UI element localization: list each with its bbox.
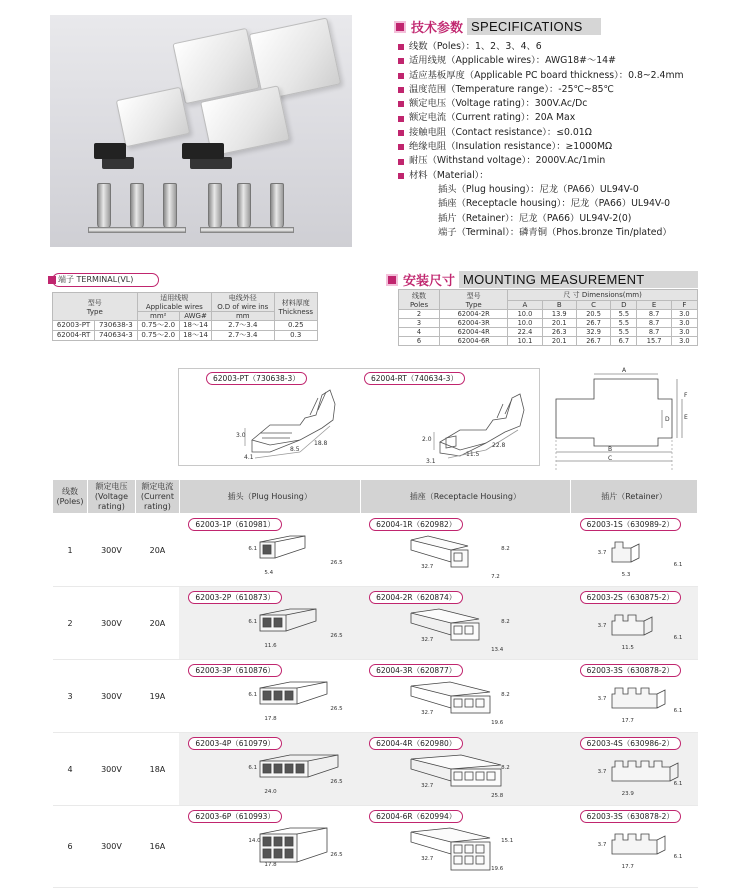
dimension-label: 32.7	[421, 783, 434, 789]
terminal-pin-6	[270, 183, 284, 229]
th-retainer: 插片（Retainer）	[571, 480, 698, 514]
dimension-label: 17.7	[621, 864, 634, 870]
ret-part-tag: 62003-3S（630878-2）	[580, 664, 681, 677]
rec-drawing	[361, 660, 572, 730]
th-dimensions: 尺 寸 Dimensions(mm)	[508, 290, 698, 301]
bullet-icon	[398, 58, 404, 64]
rec-part-tag: 62004-1R（620982）	[369, 518, 463, 531]
bullet-icon	[398, 116, 404, 122]
spec-row: 额定电压（Voltage rating）：300V.Ac/Dc	[398, 97, 743, 111]
rt-dim-4: 22.8	[492, 442, 506, 449]
dimension-label: 26.5	[330, 852, 343, 858]
dimension-label: 8.2	[501, 765, 510, 771]
mount-letter-e: E	[684, 414, 688, 421]
ret-part-tag: 62003-2S（630875-2）	[580, 591, 681, 604]
rec-part-tag: 62004-3R（620877）	[369, 664, 463, 677]
cell-rec	[360, 806, 571, 888]
mounting-table: 线数 Poles 型号 Type 尺 寸 Dimensions(mm) A B C D E F 2 62004-2R 10.0 13.9 20.5 5.5 8.7 3.0 3 62004-3R 10.0 20.1 26.7 5.5 8.7 3.0 4 62004-4R 22.4 26.3 32.9 5.5 8.7 3.0 6 62004-6R 10.1 20.1 26.7 6.7 15.7 3.0	[398, 289, 698, 346]
dimension-label: 19.6	[491, 720, 504, 726]
plug-part-tag: 62003-6P（610993）	[188, 810, 282, 823]
cell-cur: 18A	[135, 733, 179, 806]
cell-poles: 3	[53, 660, 88, 733]
housing-table	[52, 479, 698, 888]
retainer-right-2	[190, 157, 232, 169]
cell-plug	[179, 733, 360, 806]
table-row: 2 62004-2R 10.0 13.9 20.5 5.5 8.7 3.0	[399, 310, 698, 319]
mount-letter-c: C	[608, 455, 613, 462]
dimension-label: 3.7	[597, 842, 607, 848]
plug-part-tag: 62003-1P（610981）	[188, 518, 282, 531]
mount-letter-b: B	[608, 446, 613, 453]
th-mm2: mm²	[137, 312, 179, 321]
ret-part-tag: 62003-1S（630989-2）	[580, 518, 681, 531]
dimension-label: 14.0	[248, 838, 261, 844]
spec-row: 接触电阻（Contact resistance）：≤0.01Ω	[398, 126, 743, 140]
cell-poles: 2	[53, 587, 88, 660]
terminal-pin-4	[208, 183, 222, 229]
ret-part-tag: 62003-4S（630986-2）	[580, 737, 681, 750]
dimension-label: 32.7	[421, 637, 434, 643]
plug-part-tag: 62003-4P（610979）	[188, 737, 282, 750]
material-row: 插座（Receptacle housing）：尼龙（PA66）UL94V-0	[438, 198, 671, 210]
specs-heading	[394, 17, 601, 36]
dimension-label: 19.6	[491, 866, 504, 872]
terminal-title: 端子 TERMINAL(VL)	[52, 273, 159, 287]
bullet-icon	[398, 159, 404, 165]
dimension-label: 24.0	[264, 789, 277, 795]
th-type: 型号 Type	[440, 290, 508, 310]
bullet-icon	[398, 87, 404, 93]
ret-part-tag: 62003-3S（630878-2）	[580, 810, 681, 823]
cell-rec	[360, 660, 571, 733]
rec-drawing	[361, 733, 572, 803]
mounting-title-cn: 安装尺寸	[403, 274, 456, 289]
terminal-carrier-right	[200, 227, 294, 233]
specs-title-en: SPECIFICATIONS	[467, 18, 601, 35]
th-awg: AWG#	[179, 312, 211, 321]
cell-cur: 16A	[135, 806, 179, 888]
cell-plug	[179, 514, 360, 587]
rt-dim-1: 2.0	[422, 436, 432, 443]
dimension-label: 3.7	[597, 696, 607, 702]
dimension-label: 3.7	[597, 769, 607, 775]
dimension-label: 6.1	[673, 854, 683, 860]
dimension-label: 6.1	[673, 562, 683, 568]
dimension-label: 26.5	[330, 779, 343, 785]
table-row	[53, 806, 698, 888]
terminal-pin-3	[163, 183, 177, 229]
dimension-label: 7.2	[491, 574, 500, 580]
pt-dim-2: 4.1	[244, 454, 254, 461]
heading-marker-icon	[394, 21, 406, 33]
th-od: 电线外径 O.D of wire ins	[212, 293, 274, 312]
mounting-heading	[386, 270, 698, 289]
terminal-table	[52, 292, 318, 341]
bullet-icon	[398, 44, 404, 50]
table-row: 62004-RT 740634-3 0.75～2.0 18～14 2.7～3.4 0.3	[53, 331, 318, 341]
pt-tag: 62003-PT（730638-3）	[206, 372, 307, 385]
rec-part-tag: 62004-2R（620874）	[369, 591, 463, 604]
spec-row: 适应基板厚度（Applicable PC board thickness）：0.8~2.4mm	[398, 69, 743, 83]
table-row	[53, 733, 698, 806]
table-row	[53, 660, 698, 733]
ret-drawing	[572, 514, 699, 584]
cell-poles: 4	[53, 733, 88, 806]
cell-ret	[571, 514, 698, 587]
dimension-label: 6.1	[248, 546, 258, 552]
bullet-icon	[398, 173, 404, 179]
dimension-label: 6.1	[248, 619, 258, 625]
ret-drawing	[572, 806, 699, 876]
dimension-label: 32.7	[421, 564, 434, 570]
mount-letter-a: A	[622, 367, 627, 374]
dimension-label: 11.6	[264, 643, 277, 649]
th-current: 额定电流 (Current rating)	[135, 480, 179, 514]
cell-ret	[571, 587, 698, 660]
cell-volt: 300V	[87, 514, 135, 587]
dimension-label: 6.1	[248, 692, 258, 698]
dimension-label: 17.8	[264, 862, 277, 868]
product-photo	[50, 15, 352, 247]
terminal-pin-5	[237, 183, 251, 229]
terminal-pin-2	[130, 183, 144, 229]
plug-part-tag: 62003-2P（610873）	[188, 591, 282, 604]
spec-row: 温度范围（Temperature range）：-25℃~85℃	[398, 83, 743, 97]
cell-plug	[179, 587, 360, 660]
th-poles: 线数 (Poles)	[53, 480, 88, 514]
dimension-label: 11.5	[621, 645, 634, 651]
terminal-carrier-left	[88, 227, 186, 233]
rec-part-tag: 62004-4R（620980）	[369, 737, 463, 750]
terminal-marker-icon	[48, 276, 56, 284]
dimension-label: 8.2	[501, 692, 510, 698]
specs-title-cn: 技术参数	[411, 21, 464, 36]
bullet-icon	[398, 73, 404, 79]
dimension-label: 6.1	[673, 708, 683, 714]
spec-row: 耐压（Withstand voltage）：2000V.Ac/1min	[398, 154, 743, 168]
th-receptacle: 插座（Receptacle Housing）	[360, 480, 571, 514]
th-poles: 线数 Poles	[399, 290, 440, 310]
dimension-label: 17.8	[264, 716, 277, 722]
table-row: 3 62004-3R 10.0 20.1 26.7 5.5 8.7 3.0	[399, 319, 698, 328]
th-thickness: 材料厚度 Thickness	[274, 293, 318, 321]
rt-tag: 62004-RT（740634-3）	[364, 372, 465, 385]
dimension-label: 6.1	[673, 635, 683, 641]
dimension-label: 26.5	[330, 633, 343, 639]
cell-ret	[571, 806, 698, 888]
cell-rec	[360, 514, 571, 587]
mounting-outline-drawing	[556, 374, 682, 470]
dimension-label: 32.7	[421, 710, 434, 716]
heading-marker-icon	[386, 274, 398, 286]
rec-drawing	[361, 806, 572, 876]
table-row: 6 62004-6R 10.1 20.1 26.7 6.7 15.7 3.0	[399, 337, 698, 346]
cell-poles: 6	[53, 806, 88, 888]
spec-row: 线数（Poles）：1、2、3、4、6	[398, 40, 743, 54]
cell-ret	[571, 660, 698, 733]
dimension-label: 8.2	[501, 546, 510, 552]
dimension-label: 3.7	[597, 623, 607, 629]
th-mm: mm	[212, 312, 274, 321]
cell-ret	[571, 733, 698, 806]
dimension-label: 6.1	[248, 765, 258, 771]
th-plug: 插头（Plug Housing）	[179, 480, 360, 514]
spec-row: 额定电流（Current rating）：20A Max	[398, 111, 743, 125]
rt-dim-3: 11.5	[466, 451, 480, 458]
rec-part-tag: 62004-6R（620994）	[369, 810, 463, 823]
cell-rec	[360, 733, 571, 806]
plug-part-tag: 62003-3P（610876）	[188, 664, 282, 677]
cell-cur: 20A	[135, 587, 179, 660]
dimension-label: 5.3	[621, 572, 631, 578]
cell-plug	[179, 660, 360, 733]
retainer-left-2	[102, 157, 134, 169]
spec-row: 绝缘电阻（Insulation resistance）：≥1000MΩ	[398, 140, 743, 154]
material-row: 插头（Plug housing）：尼龙（PA66）UL94V-0	[438, 183, 639, 195]
table-row: 62003-PT 730638-3 0.75～2.0 18～14 2.7～3.4 0.25	[53, 321, 318, 331]
th-type: 型号 Type	[53, 293, 138, 321]
mounting-title-en: MOUNTING MEASUREMENT	[459, 271, 698, 288]
specs-list	[398, 40, 743, 240]
pt-dim-4: 18.8	[314, 440, 328, 447]
pt-dim-3: 8.5	[290, 446, 300, 453]
spec-row: 适用线规（Applicable wires）：AWG18#～14#	[398, 54, 743, 68]
cell-rec	[360, 587, 571, 660]
ret-drawing	[572, 660, 699, 730]
table-row: 4 62004-4R 22.4 26.3 32.9 5.5 8.7 3.0	[399, 328, 698, 337]
dimension-label: 23.9	[621, 791, 634, 797]
terminal-pin-1	[97, 183, 111, 229]
dimension-label: 13.4	[491, 647, 504, 653]
mount-letter-f: F	[684, 392, 688, 399]
ret-drawing	[572, 587, 699, 657]
spec-row: 材料（Material）：	[398, 169, 743, 183]
dimension-label: 6.1	[673, 781, 683, 787]
cell-volt: 300V	[87, 733, 135, 806]
dimension-label: 26.5	[330, 560, 343, 566]
dimension-label: 5.4	[264, 570, 274, 576]
pt-dim-1: 3.0	[236, 432, 246, 439]
material-row: 插片（Retainer）：尼龙（PA66）UL94V-2(0)	[438, 212, 632, 224]
material-row: 端子（Terminal）：磷青铜（Phos.bronze Tin/plated）	[438, 226, 672, 238]
dimension-label: 15.1	[501, 838, 514, 844]
ret-drawing	[572, 733, 699, 803]
dimension-label: 25.8	[491, 793, 504, 799]
th-wires: 适用线规 Applicable wires	[137, 293, 212, 312]
dimension-label: 26.5	[330, 706, 343, 712]
bullet-icon	[398, 130, 404, 136]
cell-volt: 300V	[87, 587, 135, 660]
rec-drawing	[361, 514, 572, 584]
bullet-icon	[398, 144, 404, 150]
dimension-label: 32.7	[421, 856, 434, 862]
table-row	[53, 587, 698, 660]
table-row	[53, 514, 698, 587]
cell-volt: 300V	[87, 806, 135, 888]
rec-drawing	[361, 587, 572, 657]
small-housing-left	[116, 87, 191, 148]
cell-plug	[179, 806, 360, 888]
dimension-label: 3.7	[597, 550, 607, 556]
th-voltage: 额定电压 (Voltage rating)	[87, 480, 135, 514]
cell-cur: 19A	[135, 660, 179, 733]
dimension-label: 17.7	[621, 718, 634, 724]
mount-letter-d: D	[665, 416, 670, 423]
cell-cur: 20A	[135, 514, 179, 587]
cell-volt: 300V	[87, 660, 135, 733]
cell-poles: 1	[53, 514, 88, 587]
rt-dim-2: 3.1	[426, 458, 436, 465]
bullet-icon	[398, 101, 404, 107]
dimension-label: 8.2	[501, 619, 510, 625]
